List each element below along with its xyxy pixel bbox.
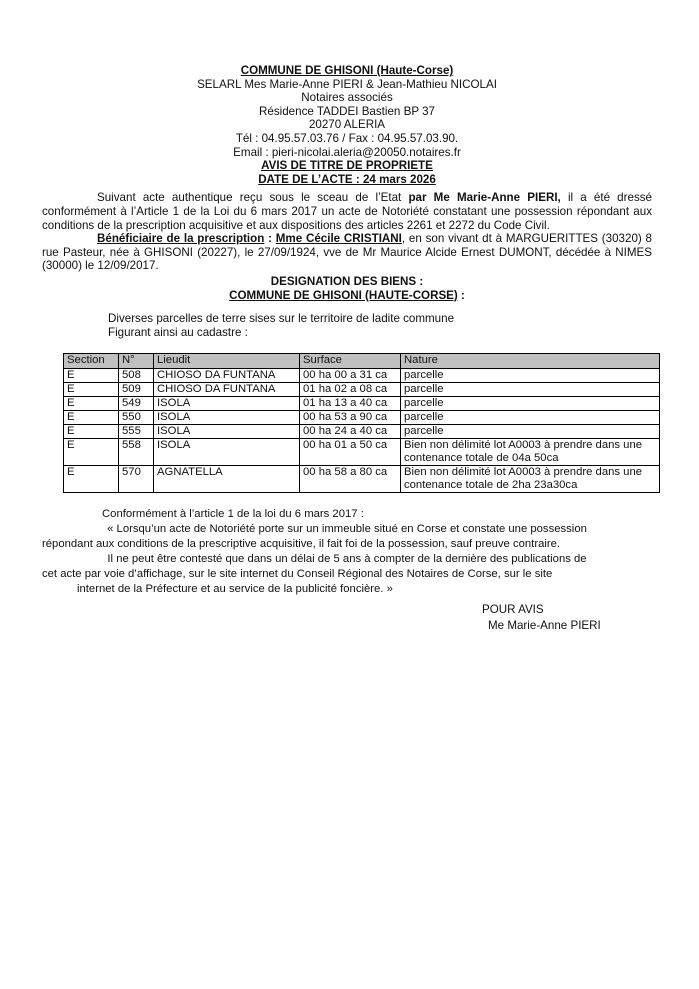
header-surface: Surface [300,354,401,369]
cell-surface: 01 ha 02 a 08 ca [300,383,401,397]
notice-title: AVIS DE TITRE DE PROPRIETE [261,159,433,173]
beneficiary-separator: : [264,232,276,246]
commune-title: COMMUNE DE GHISONI (Haute-Corse) [240,64,454,77]
beneficiary-name: Mme Cécile CRISTIANI [275,232,402,246]
closing-intro: Conformément à l’article 1 de la loi du 6 mars 2017 : [102,508,364,521]
commune-heading [42,289,652,303]
cell-number: 555 [119,425,154,439]
table-row [64,425,660,439]
cell-lieudit: CHIOSO DA FUNTANA [154,383,300,397]
intro-line-1: Diverses parcelles de terre sises sur le territoire de ladite commune [108,312,455,326]
signature-pour-avis: POUR AVIS [482,603,544,617]
act-date: DATE DE L’ACTE : 24 mars 2026 [258,172,436,186]
cell-surface: 00 ha 01 a 50 ca [300,439,401,466]
cell-lieudit: ISOLA [154,397,300,411]
parcels-table [63,353,660,493]
cell-nature: parcelle [401,411,660,425]
cell-section: E [64,466,119,493]
document-content [42,0,652,633]
closing-block [42,507,652,597]
cell-lieudit: ISOLA [154,425,300,439]
cell-number: 550 [119,411,154,425]
paragraph-act-description [42,191,652,232]
beneficiary-details: , en son vivant dt à MARGUERITTES (30320) 8 rue Pasteur, née à GHISONI (20227), le 27/09/1924, vve de Mr Maurice Alcide Ernest DUMONT, décédée à NIMES (30000) le 12/09/2017. [42,232,652,273]
office-email: Email : pieri-nicolai.aleria@20050.notaires.fr [233,145,461,159]
notary-office-name: SELARL Mes Marie-Anne PIERI & Jean-Mathieu NICOLAI [197,77,497,91]
cell-nature: parcelle [401,425,660,439]
notary-name-bold: par Me Marie-Anne PIERI, [408,191,561,205]
table-row [64,383,660,397]
cell-nature: parcelle [401,383,660,397]
quote-line: cet acte par voie d’affichage, sur le site internet du Conseil Régional des Notaires de Corse, sur le site [42,568,553,581]
cell-lieudit: ISOLA [154,439,300,466]
cell-section: E [64,383,119,397]
cell-section: E [64,411,119,425]
cell-number: 558 [119,439,154,466]
notice-header [42,64,652,186]
beneficiary-label: Bénéficiaire de la prescription [97,232,265,246]
intro-line-2: Figurant ainsi au cadastre : [108,325,248,339]
cell-section: E [64,369,119,383]
office-address-line2: 20270 ALERIA [308,118,386,132]
table-header-row [64,354,660,369]
cell-section: E [64,439,119,466]
cell-section: E [64,397,119,411]
cadastre-intro [108,312,652,339]
office-phone-fax: Tél : 04.95.57.03.76 / Fax : 04.95.57.03.90. [235,131,459,145]
header-number: N° [119,354,154,369]
office-address-line1: Résidence TADDEI Bastien BP 37 [259,104,435,118]
cell-number: 509 [119,383,154,397]
commune-heading-colon: : [457,288,465,302]
cell-nature: parcelle [401,397,660,411]
cell-number: 570 [119,466,154,493]
table-row [64,439,660,466]
cell-surface: 00 ha 58 a 80 ca [300,466,401,493]
cell-nature: parcelle [401,369,660,383]
header-section: Section [64,354,119,369]
cell-number: 508 [119,369,154,383]
table-row [64,411,660,425]
paragraph-beneficiary [42,232,652,273]
cell-surface: 00 ha 53 a 90 ca [300,411,401,425]
signature-block [482,602,652,633]
cell-nature: Bien non délimité lot A0003 à prendre dans une contenance totale de 04a 50ca [401,439,660,466]
cell-lieudit: CHIOSO DA FUNTANA [154,369,300,383]
header-nature: Nature [401,354,660,369]
designation-heading: DESIGNATION DES BIENS : [270,274,424,288]
signature-notary-name: Me Marie-Anne PIERI [488,618,601,632]
commune-heading-text: COMMUNE DE GHISONI (HAUTE-CORSE) [229,288,458,302]
cell-nature: Bien non délimité lot A0003 à prendre dans une contenance totale de 2ha 23a30ca [401,466,660,493]
cell-surface: 01 ha 13 a 40 ca [300,397,401,411]
cell-number: 549 [119,397,154,411]
table-row [64,369,660,383]
cell-surface: 00 ha 24 a 40 ca [300,425,401,439]
table-row [64,466,660,493]
paragraph1-text-start: Suivant acte authentique reçu sous le sceau de l’Etat [97,191,409,205]
paragraph1-text-end: il a été dressé conformément à l’Article 1 de la Loi du 6 mars 2017 un acte de Notoriété constatant une possession répondant aux conditions de la prescription acquisitive et aux dispositions des articles 2261 et 2272 du Code Civil. [42,191,652,232]
quote-line: Il ne peut être contesté que dans un délai de 5 ans à compter de la dernière des publications de [107,553,587,566]
header-lieudit: Lieudit [154,354,300,369]
cell-lieudit: ISOLA [154,411,300,425]
cell-surface: 00 ha 00 a 31 ca [300,369,401,383]
quote-line: répondant aux conditions de la prescriptive acquisitive, il fait foi de la possession, sauf preuve contraire. [42,538,561,551]
quote-line: internet de la Préfecture et au service de la publicité foncière. » [77,583,393,596]
table-row [64,397,660,411]
notary-office-role: Notaires associés [301,91,393,105]
cell-lieudit: AGNATELLA [154,466,300,493]
cell-section: E [64,425,119,439]
quote-line: « Lorsqu’un acte de Notoriété porte sur un immeuble situé en Corse et constate une possession [107,523,587,536]
